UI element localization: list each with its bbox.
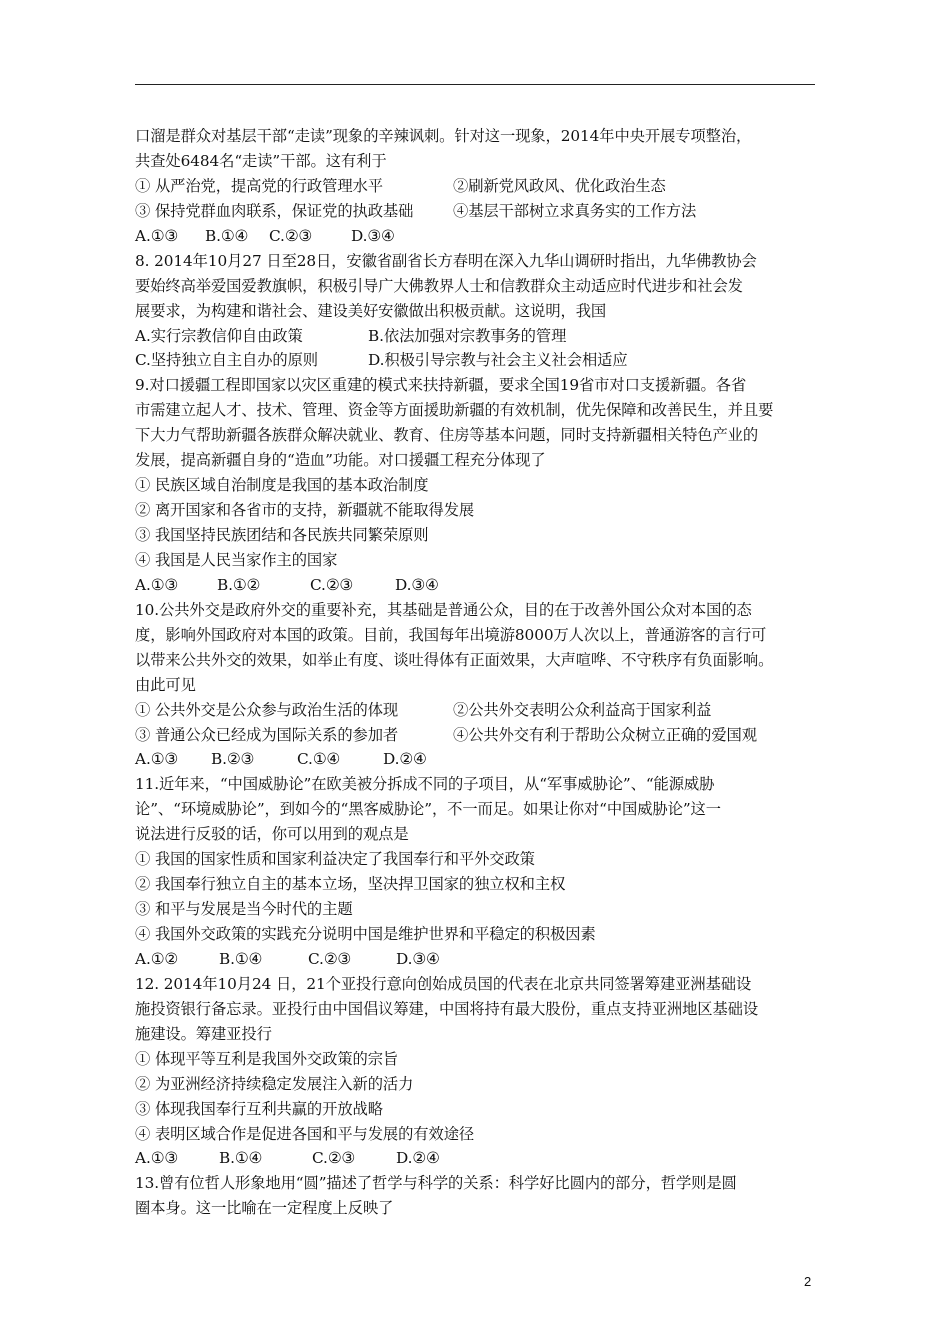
option: C.①④ — [297, 750, 341, 769]
text-line: 度，影响外国政府对本国的政策。目前，我国每年出境游8000万人次以上，普通游客的言行可 — [135, 625, 767, 644]
choice-row — [135, 698, 825, 723]
choice: D.积极引导宗教与社会主义社会相适应 — [368, 351, 628, 370]
choice: ③ 和平与发展是当今时代的主题 — [135, 900, 353, 919]
text-line: 施投资银行备忘录。亚投行由中国倡议筹建，中国将持有最大股份，重点支持亚洲地区基础设 — [135, 999, 759, 1018]
text-line: 共查处6484名“走读”干部。这有利于 — [135, 151, 387, 170]
answer-options — [135, 224, 825, 249]
choice: ②公共外交表明公众利益高于国家利益 — [453, 700, 712, 719]
choice: ③ 保持党群血肉联系，保证党的执政基础 — [135, 201, 414, 220]
text-line: 发展，提高新疆自身的“造血”功能。对口援疆工程充分体现了 — [135, 451, 546, 470]
choice: ④公共外交有利于帮助公众树立正确的爱国观 — [453, 725, 757, 744]
option: A.①③ — [135, 1149, 178, 1168]
question-13 — [135, 1171, 825, 1221]
option: A.①③ — [135, 575, 178, 594]
option: D.③④ — [396, 949, 440, 968]
choice: ③ 我国坚持民族团结和各民族共同繁荣原则 — [135, 526, 429, 544]
question-stem: 10.公共外交是政府外交的重要补充，其基础是普通公众，目的在于改善外国公众对本国的态 — [135, 600, 752, 619]
question-stem: 11.近年来，“中国威胁论”在欧美被分拆成不同的子项目，从“军事威胁论”、“能源威胁 — [135, 775, 715, 794]
choice-row — [135, 199, 825, 224]
question-stem: 13.曾有位哲人形象地用“圆”描述了哲学与科学的关系：科学好比圆内的部分，哲学则是圆 — [135, 1174, 737, 1193]
choice: ④ 我国是人民当家作主的国家 — [135, 550, 338, 569]
choice: ① 体现平等互利是我国外交政策的宗旨 — [135, 1049, 399, 1068]
option: D.②④ — [383, 750, 427, 769]
choice: ② 我国奉行独立自主的基本立场，坚决捍卫国家的独立权和主权 — [135, 875, 566, 894]
question-8 — [135, 249, 825, 374]
choice: ① 我国的国家性质和国家利益决定了我国奉行和平外交政策 — [135, 850, 535, 869]
option: B.①④ — [219, 949, 263, 968]
choice: ④ 我国外交政策的实践充分说明中国是维护世界和平稳定的积极因素 — [135, 925, 596, 943]
choice: ② 为亚洲经济持续稳定发展注入新的活力 — [135, 1074, 414, 1093]
choice: ④基层干部树立求真务实的工作方法 — [453, 201, 697, 220]
text-line: 论”、“环境威胁论”，到如今的“黑客威胁论”，不一而足。如果让你对“中国威胁论”这一 — [135, 800, 721, 819]
option: D.③④ — [351, 226, 395, 245]
answer-options — [135, 747, 825, 772]
option: A.①② — [135, 949, 178, 968]
choice: C.坚持独立自主自办的原则 — [135, 351, 318, 370]
text-line: 由此可见 — [135, 675, 196, 694]
choice: A.实行宗教信仰自由政策 — [135, 326, 303, 345]
text-line: 口溜是群众对基层干部“走读”现象的辛辣讽刺。针对这一现象，2014年中央开展专项整治， — [135, 127, 752, 145]
text-line: 圈本身。这一比喻在一定程度上反映了 — [135, 1199, 394, 1218]
choice-row — [135, 348, 825, 373]
answer-options — [135, 1146, 825, 1171]
option: C.②③ — [312, 1149, 356, 1168]
choice: ②刷新党风政风、优化政治生态 — [453, 176, 666, 195]
answer-options — [135, 947, 825, 972]
choice: ③ 普通公众已经成为国际关系的参加者 — [135, 725, 399, 744]
text-line: 要始终高举爱国爱教旗帜，积极引导广大佛教界人士和信教群众主动适应时代进步和社会发 — [135, 276, 743, 295]
text-line: 下大力气帮助新疆各族群众解决就业、教育、住房等基本问题，同时支持新疆相关特色产业的 — [135, 426, 759, 445]
choice: ② 离开国家和各省市的支持，新疆就不能取得发展 — [135, 501, 475, 520]
choice: ① 从严治党，提高党的行政管理水平 — [135, 176, 383, 195]
option: B.①④ — [205, 226, 249, 245]
question-9 — [135, 373, 825, 597]
option: B.②③ — [211, 750, 255, 769]
choice: ① 公共外交是公众参与政治生活的体现 — [135, 700, 399, 719]
option: B.①② — [217, 575, 261, 594]
option: A.①③ — [135, 750, 178, 769]
question-11 — [135, 772, 825, 972]
text-line: 市需建立起人才、技术、管理、资金等方面援助新疆的有效机制，优先保障和改善民生，并且要 — [135, 401, 774, 420]
option: B.①④ — [219, 1149, 263, 1168]
option: C.②③ — [310, 575, 354, 594]
page-number: 2 — [804, 1274, 812, 1289]
question-stem: 12. 2014年10月24 日，21个亚投行意向创始成员国的代表在北京共同签署筹建亚洲基础设 — [135, 974, 752, 993]
choice: ④ 表明区域合作是促进各国和平与发展的有效途径 — [135, 1124, 475, 1143]
question-12 — [135, 972, 825, 1172]
option: C.②③ — [308, 949, 352, 968]
choice-row — [135, 723, 825, 748]
choice-row — [135, 174, 825, 199]
answer-options — [135, 573, 825, 598]
option: A.①③ — [135, 226, 178, 245]
question-stem: 9.对口援疆工程即国家以灾区重建的模式来扶持新疆，要求全国19省市对口支援新疆。各省 — [135, 376, 747, 395]
page-content — [135, 124, 825, 1221]
header-rule — [135, 84, 815, 85]
text-line: 说法进行反驳的话，你可以用到的观点是 — [135, 825, 409, 844]
question-10 — [135, 598, 825, 773]
choice: B.依法加强对宗教事务的管理 — [368, 326, 567, 345]
option: C.②③ — [269, 226, 313, 245]
choice: ① 民族区域自治制度是我国的基本政治制度 — [135, 476, 429, 495]
option: D.③④ — [395, 575, 439, 594]
option: D.②④ — [396, 1149, 440, 1168]
text-line: 展要求，为构建和谐社会、建设美好安徽做出积极贡献。这说明，我国 — [135, 301, 607, 320]
question-stem: 8. 2014年10月27 日至28日，安徽省副省长方春明在深入九华山调研时指出，九华佛教协会 — [135, 251, 757, 270]
choice-row — [135, 324, 825, 349]
text-line: 以带来公共外交的效果，如举止有度、谈吐得体有正面效果，大声喧哗、不守秩序有负面影响。 — [135, 650, 774, 669]
question-7 — [135, 124, 825, 249]
text-line: 施建设。筹建亚投行 — [135, 1024, 272, 1043]
choice: ③ 体现我国奉行互利共赢的开放战略 — [135, 1099, 383, 1118]
